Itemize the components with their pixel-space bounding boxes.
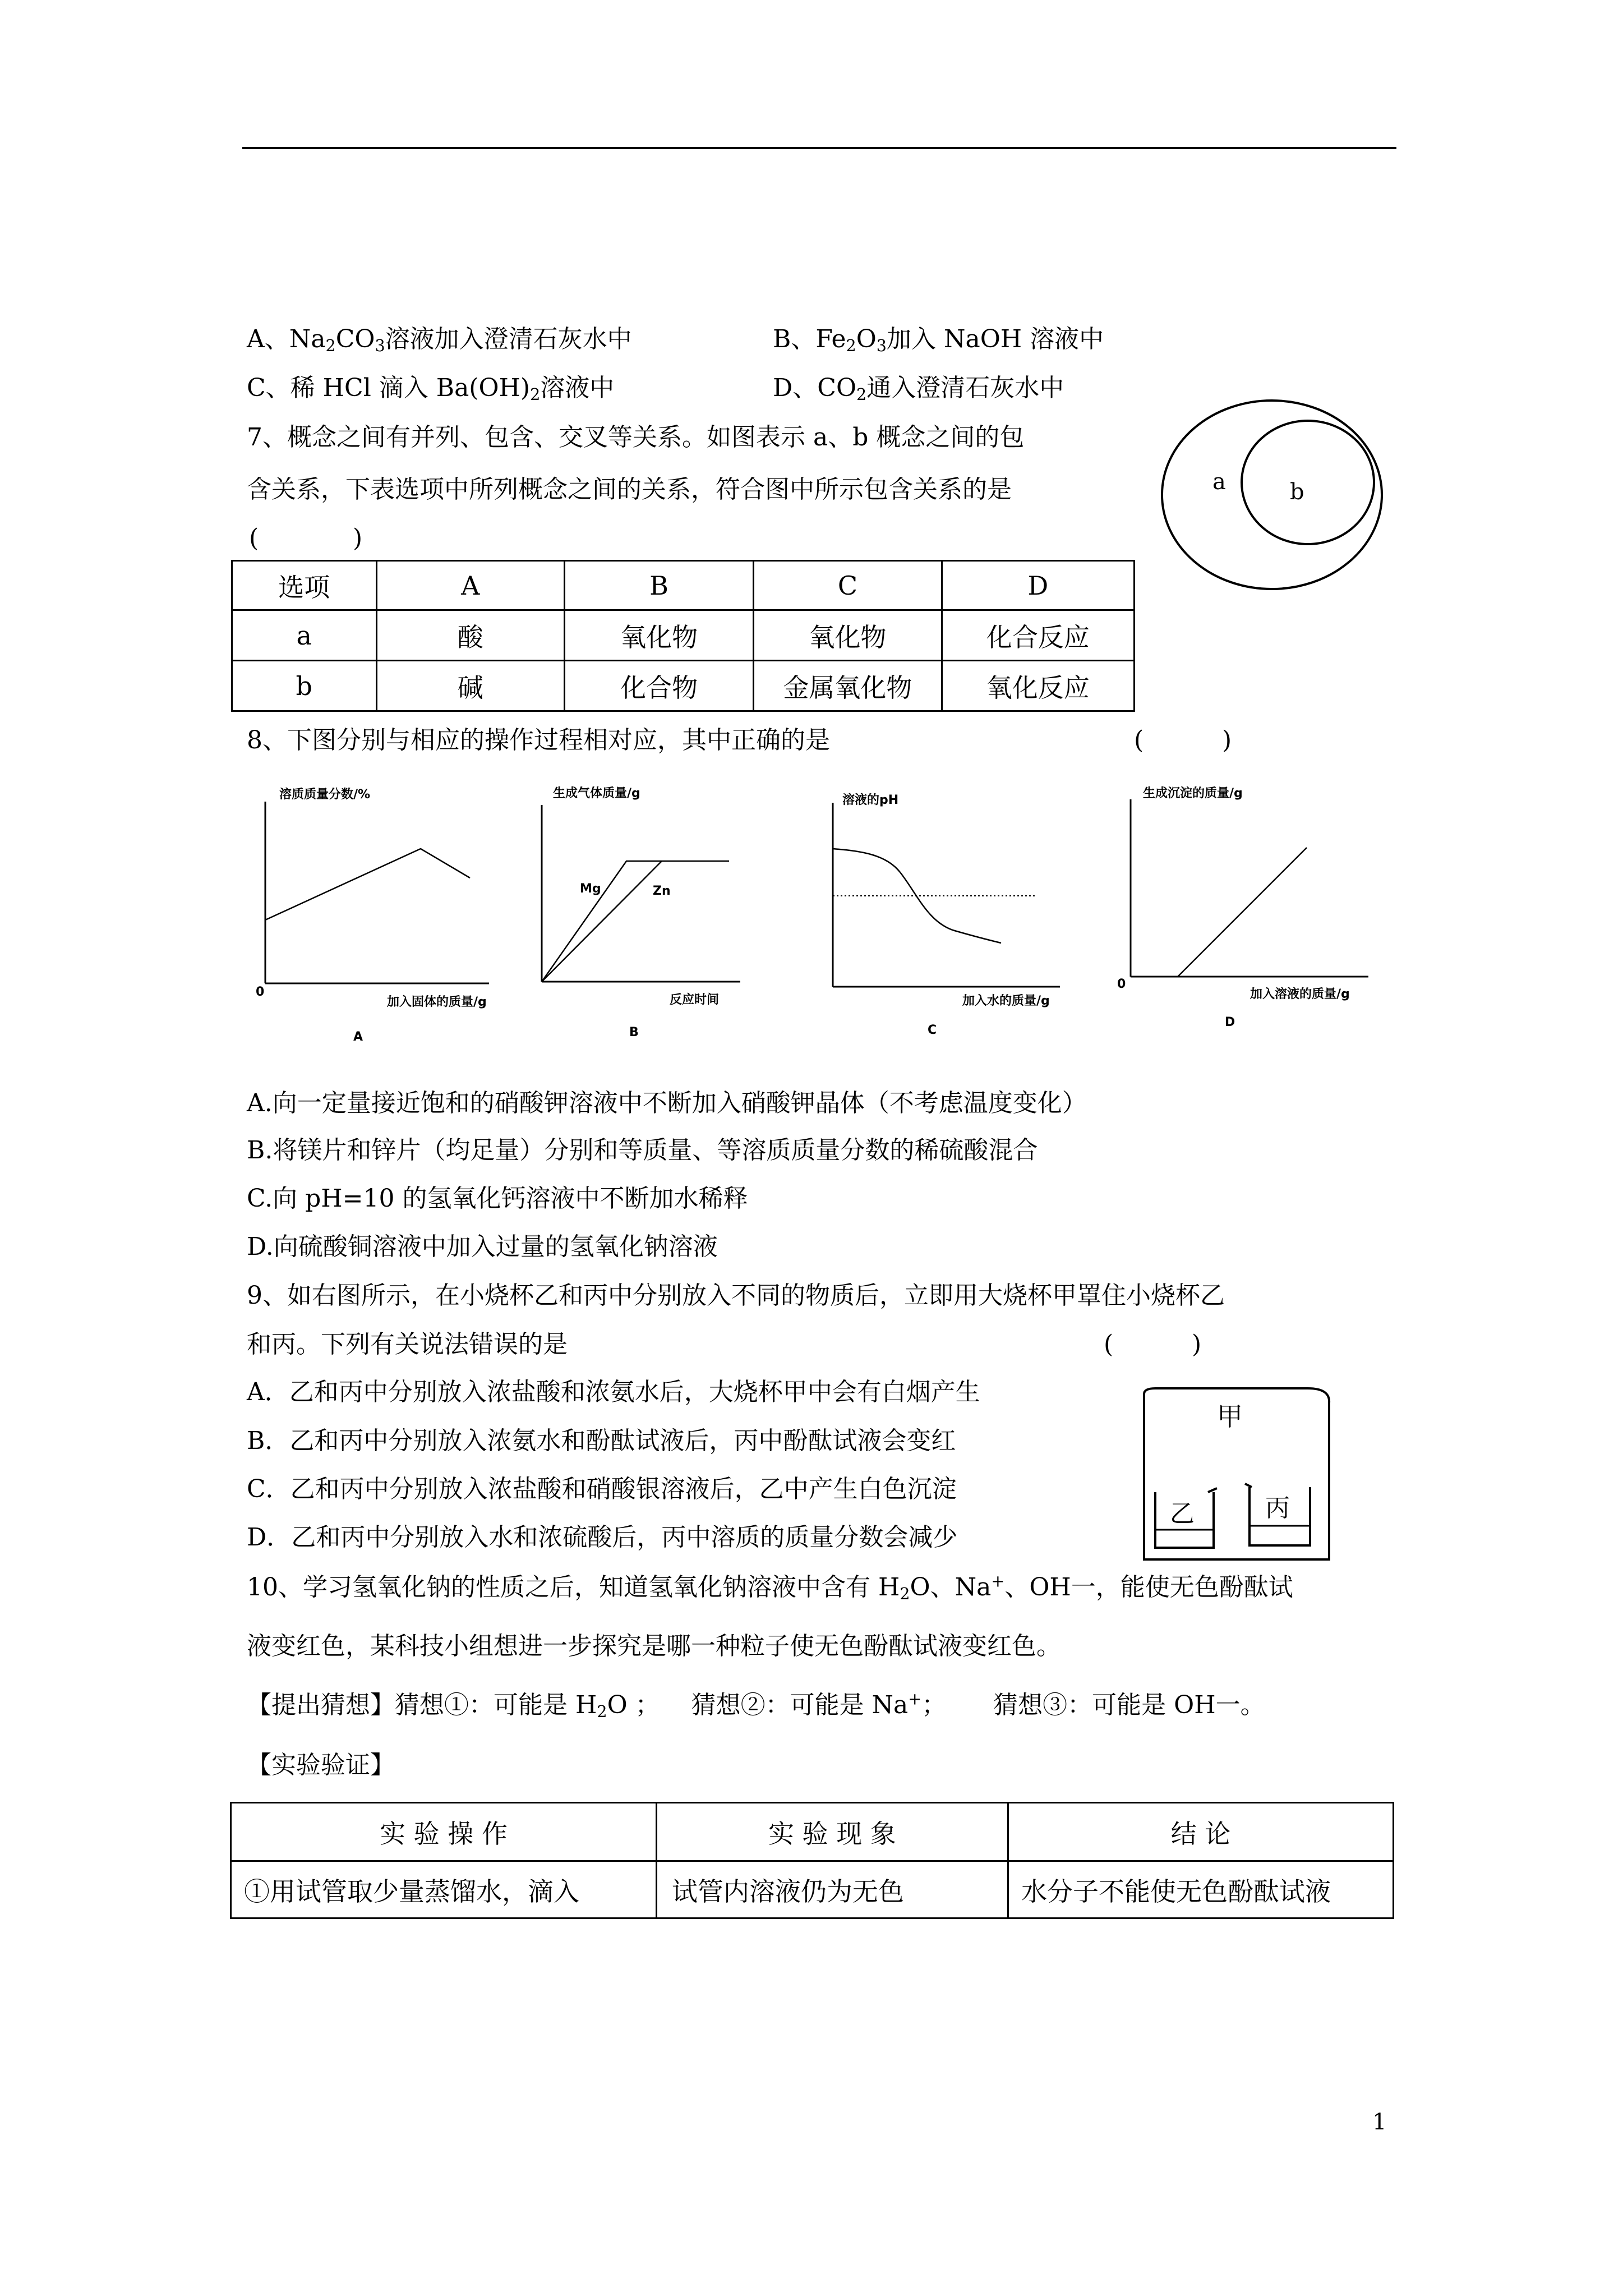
q9-option-b: B．乙和丙中分别放入浓氨水和酚酞试液后，丙中酚酞试液会变红 <box>247 1427 956 1455</box>
graph-a-ylabel: 溶质质量分数/% <box>279 788 371 802</box>
q7-th-a: A <box>376 561 564 610</box>
q7-th-c: C <box>754 561 942 610</box>
table-cell: a <box>232 610 377 661</box>
table-cell: 水分子不能使无色酚酞试液 <box>1008 1861 1394 1918</box>
q10-verify-heading: 【实验验证】 <box>247 1751 395 1779</box>
q8-answer-paren: ( ) <box>1134 726 1232 754</box>
q7-table-row-a <box>232 610 1135 661</box>
q7-answer-paren: ( ) <box>249 524 363 553</box>
beaker-bing-label: 丙 <box>1265 1494 1290 1522</box>
q10-th-phenomenon: 实 验 现 象 <box>656 1803 1008 1861</box>
graph-a-caption: A <box>353 1030 363 1044</box>
q7-table <box>231 560 1135 712</box>
graph-b-label-zn: Zn <box>653 884 671 898</box>
q10-th-conclusion: 结 论 <box>1008 1803 1394 1861</box>
q7-stem-line1: 7、概念之间有并列、包含、交叉等关系。如图表示 a、b 概念之间的包 <box>247 423 1025 452</box>
q6-option-a: A、$Na_2CO_3$溶液加入澄清石灰水中 <box>247 325 632 356</box>
graph-a-origin: 0 <box>256 985 265 999</box>
q7-table-row-b <box>232 661 1135 711</box>
table-cell: 碱 <box>376 661 564 711</box>
graph-d-caption: D <box>1225 1015 1235 1029</box>
table-cell: 氧化物 <box>754 610 942 661</box>
table-cell: 酸 <box>376 610 564 661</box>
graph-b-ylabel: 生成气体质量/g <box>553 786 640 800</box>
q6-option-d: D、$CO_2$通入澄清石灰水中 <box>773 374 1064 404</box>
graph-b-curve-mg <box>542 861 729 982</box>
page-number: 1 <box>1372 2109 1387 2135</box>
graph-c <box>808 783 1066 1052</box>
q10-stem-line1: 10、学习氢氧化钠的性质之后，知道氢氧化钠溶液中含有 $H_2O$、Na+、OH一，能使无色酚酞试 <box>247 1571 1293 1604</box>
graph-c-ylabel: 溶液的pH <box>842 793 899 807</box>
graph-d-curve <box>1178 848 1307 977</box>
graph-d <box>1109 783 1373 1052</box>
q8-option-d: D.向硫酸铜溶液中加入过量的氢氧化钠溶液 <box>247 1232 718 1261</box>
q10-th-operation: 实 验 操 作 <box>231 1803 657 1861</box>
q7-th-b: B <box>564 561 753 610</box>
q9-option-c: C．乙和丙中分别放入浓盐酸和硝酸银溶液后，乙中产生白色沉淀 <box>247 1475 957 1503</box>
beaker-diagram <box>1133 1377 1335 1568</box>
q7-stem-line2: 含关系，下表选项中所列概念之间的关系，符合图中所示包含关系的是 <box>247 475 1012 504</box>
q8-option-b: B.将镁片和锌片（均足量）分别和等质量、等溶质质量分数的稀硫酸混合 <box>247 1136 1038 1165</box>
q7-table-header <box>232 561 1135 610</box>
table-cell: 金属氧化物 <box>754 661 942 711</box>
graph-a-curve <box>265 849 470 920</box>
table-cell: 化合物 <box>564 661 753 711</box>
venn-label-a: a <box>1212 469 1226 495</box>
graph-a-xlabel: 加入固体的质量/g <box>387 995 487 1009</box>
graph-c-xlabel: 加入水的质量/g <box>962 994 1050 1008</box>
q8-stem: 8、下图分别与相应的操作过程相对应，其中正确的是 <box>247 726 830 754</box>
q6-option-b: B、$Fe_2O_3$加入 NaOH 溶液中 <box>773 325 1104 356</box>
q9-answer-paren: ( ) <box>1104 1330 1202 1359</box>
graph-a <box>247 783 494 1052</box>
big-beaker-label: 甲 <box>1217 1401 1243 1432</box>
graph-b-xlabel: 反应时间 <box>670 993 720 1007</box>
table-cell: ①用试管取少量蒸馏水，滴入 <box>231 1861 657 1918</box>
q9-stem-line1: 9、如右图所示，在小烧杯乙和丙中分别放入不同的物质后，立即用大烧杯甲罩住小烧杯乙 <box>247 1281 1225 1310</box>
venn-label-b: b <box>1290 479 1304 505</box>
table-cell: 试管内溶液仍为无色 <box>656 1861 1008 1918</box>
graph-d-xlabel: 加入溶液的质量/g <box>1250 987 1350 1001</box>
q8-option-a: A.向一定量接近饱和的硝酸钾溶液中不断加入硝酸钾晶体（不考虑温度变化） <box>247 1089 1087 1117</box>
table-cell: 化合反应 <box>942 610 1134 661</box>
venn-diagram <box>1155 393 1391 600</box>
q9-stem-line2: 和丙。下列有关说法错误的是 <box>247 1330 568 1359</box>
table-cell: 氧化反应 <box>942 661 1134 711</box>
q10-hypothesis: 【提出猜想】猜想①：可能是 $H_2O$ ； 猜想②：可能是 Na+； 猜想③：可能是 OH一。 <box>247 1689 1265 1722</box>
graph-b-label-mg: Mg <box>580 882 601 896</box>
graph-c-caption: C <box>928 1023 937 1037</box>
q7-th-option: 选项 <box>232 561 377 610</box>
beaker-yi-label: 乙 <box>1170 1499 1195 1528</box>
q8-option-c: C.向 pH=10 的氢氧化钙溶液中不断加水稀释 <box>247 1184 748 1213</box>
graph-b <box>522 783 746 1052</box>
q10-table-header <box>231 1803 1394 1861</box>
venn-inner-circle <box>1242 421 1374 544</box>
q6-option-c: C、稀 HCl 滴入 $Ba(OH)_2$溶液中 <box>247 374 615 404</box>
q7-th-d: D <box>942 561 1134 610</box>
q10-stem-line2: 液变红色，某科技小组想进一步探究是哪一种粒子使无色酚酞试液变红色。 <box>247 1632 1061 1660</box>
venn-outer-circle <box>1162 401 1382 589</box>
q10-table <box>230 1802 1394 1919</box>
q10-table-row <box>231 1861 1394 1918</box>
header-rule <box>242 147 1396 149</box>
q9-option-d: D．乙和丙中分别放入水和浓硫酸后，丙中溶质的质量分数会减少 <box>247 1523 958 1552</box>
graph-b-curve-zn <box>542 861 662 982</box>
table-cell: b <box>232 661 377 711</box>
table-cell: 氧化物 <box>564 610 753 661</box>
graph-d-origin: 0 <box>1117 977 1126 991</box>
graph-b-caption: B <box>629 1025 639 1039</box>
graph-d-ylabel: 生成沉淀的质量/g <box>1143 786 1243 800</box>
q9-option-a: A．乙和丙中分别放入浓盐酸和浓氨水后，大烧杯甲中会有白烟产生 <box>247 1378 980 1406</box>
